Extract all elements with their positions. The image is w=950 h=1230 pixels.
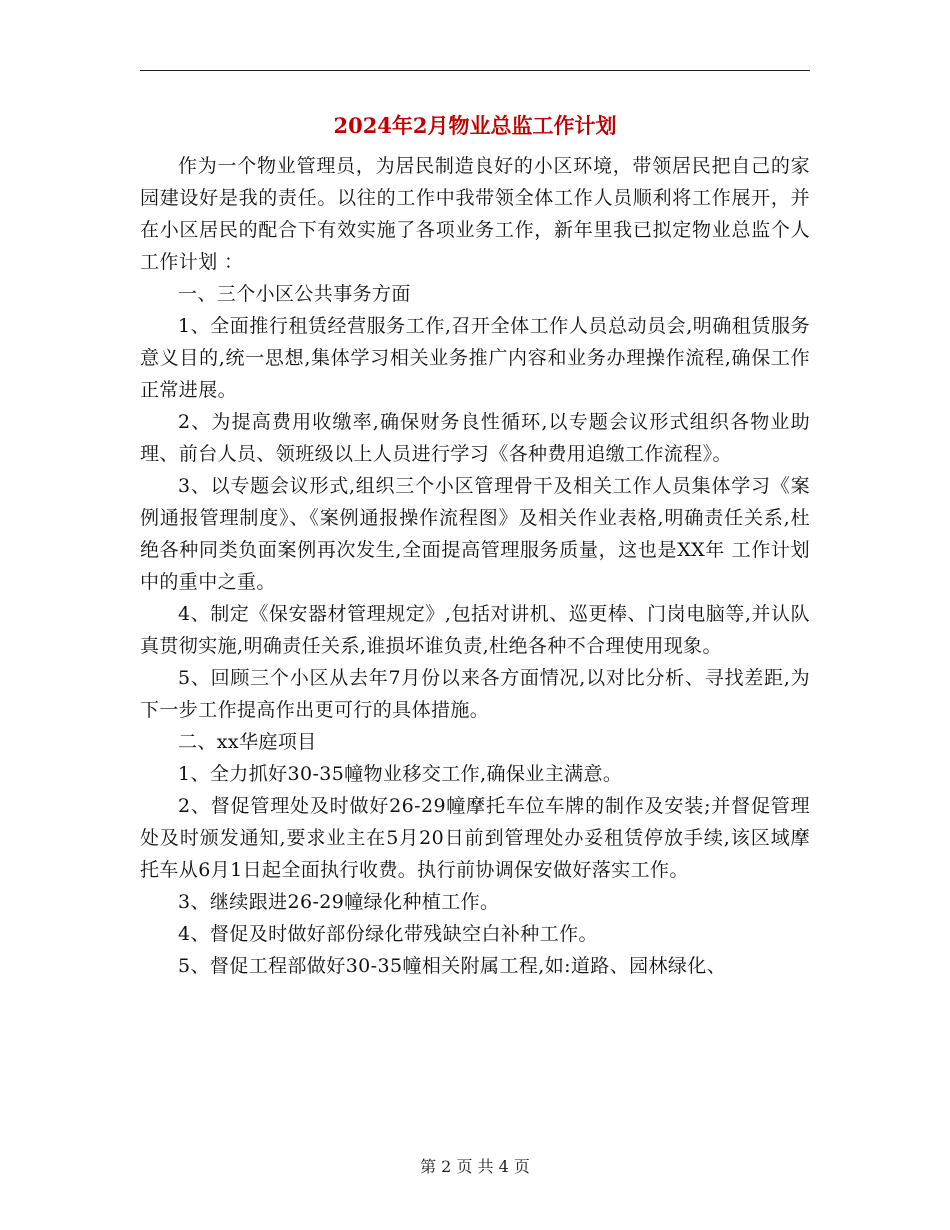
list-item: 4、制定《保安器材管理规定》,包括对讲机、巡更棒、门岗电脑等,并认队真贯彻实施,明确责任关系,谁损坏谁负责,杜绝各种不合理使用现象。 — [140, 603, 810, 657]
document-body — [140, 150, 810, 982]
page-number-footer: 第 2 页 共 4 页 — [420, 1157, 530, 1176]
list-item: 1、全力抓好30-35幢物业移交工作,确保业主满意。 — [178, 763, 623, 785]
list-item: 1、全面推行租赁经营服务工作,召开全体工作人员总动员会,明确租赁服务意义目的,统一思想,集体学习相关业务推广内容和业务办理操作流程,确保工作正常进展。 — [140, 315, 810, 401]
header-rule — [140, 70, 810, 71]
list-item: 2、为提高费用收缴率,确保财务良性循环,以专题会议形式组织各物业助理、前台人员、领班级以上人员进行学习《各种费用追缴工作流程》。 — [140, 411, 810, 465]
document-title: 2024年2月物业总监工作计划 — [333, 113, 617, 138]
list-item: 5、回顾三个小区从去年7月份以来各方面情况,以对比分析、寻找差距,为下一步工作提高作出更可行的具体措施。 — [140, 667, 810, 721]
list-item: 5、督促工程部做好30-35幢相关附属工程,如:道路、园林绿化、 — [178, 955, 727, 977]
section-heading-public-affairs: 一、三个小区公共事务方面 — [178, 283, 411, 305]
list-item: 3、继续跟进26-29幢绿化种植工作。 — [178, 891, 500, 913]
section-heading-project: 二、xx华庭项目 — [178, 731, 317, 753]
list-item: 4、督促及时做好部份绿化带残缺空白补种工作。 — [178, 923, 598, 945]
intro-paragraph: 作为一个物业管理员，为居民制造良好的小区环境，带领居民把自己的家园建设好是我的责任。以往的工作中我带领全体工作人员顺利将工作展开，并在小区居民的配合下有效实施了各项业务工作，新年里我已拟定物业总监个人工作计划 ： — [140, 155, 810, 273]
list-item: 2、督促管理处及时做好26-29幢摩托车位车牌的制作及安装;并督促管理处及时颁发通知,要求业主在5月20日前到管理处办妥租赁停放手续,该区域摩托车从6月1日起全面执行收费。执行前协调保安做好落实工作。 — [140, 795, 810, 881]
list-item: 3、以专题会议形式,组织三个小区管理骨干及相关工作人员集体学习《案例通报管理制度》、《案例通报操作流程图》及相关作业表格,明确责任关系,杜绝各种同类负面案例再次发生,全面提高管理服务质量，这也是XX年 工作计划 中的重中之重。 — [140, 475, 810, 593]
